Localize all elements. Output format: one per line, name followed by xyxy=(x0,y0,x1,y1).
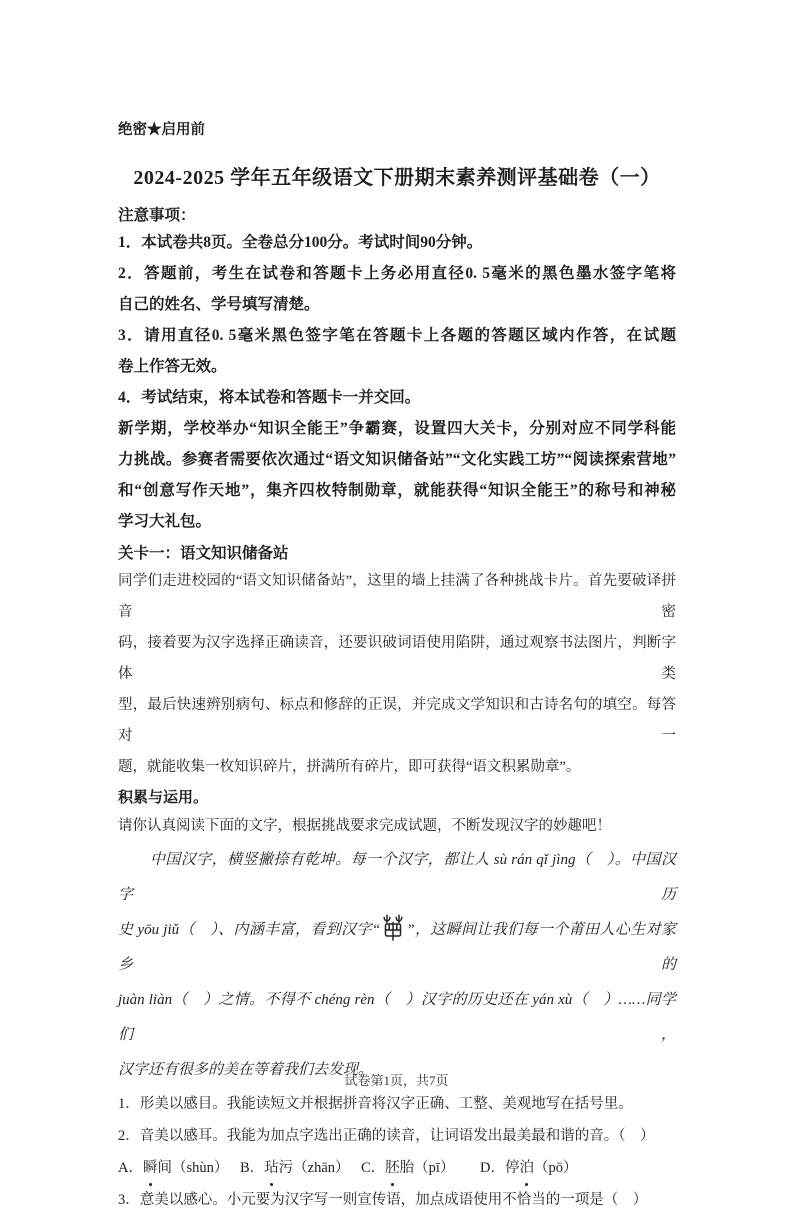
accumulate-heading: 积累与运用。 xyxy=(118,790,209,806)
section1-line: 题，就能收集一枚知识碎片，拼满所有碎片，即可获得“语文积累勋章”。 xyxy=(118,759,581,775)
question-block xyxy=(118,1088,676,1216)
notice-line: 自己的姓名、学号填写清楚。 xyxy=(118,296,320,313)
page-footer: 试卷第1页，共7页 xyxy=(344,1073,449,1088)
notice-line: 4．考试结束，将本试卷和答题卡一并交回。 xyxy=(118,389,421,406)
emphasized-char: 瞬 xyxy=(143,1152,158,1184)
emphasized-char: 泊 xyxy=(519,1152,534,1184)
intro-line: 新学期，学校举办“知识全能王”争霸赛，设置四大关卡，分别对应不同学科能 xyxy=(118,420,676,437)
emphasized-char: 玷 xyxy=(264,1152,279,1184)
notice-line: 1．本试卷共8页。全卷总分100分。考试时间90分钟。 xyxy=(118,234,483,251)
page-title: 2024-2025 学年五年级语文下册期末素养测评基础卷（一） xyxy=(133,167,661,189)
page-content xyxy=(118,0,676,1216)
section1-description xyxy=(118,566,676,783)
question-2: 2．音美以感耳。我能为加点字选出正确的读音，让词语发出最美最和谐的音。（ ） xyxy=(118,1128,655,1144)
option-b: B．玷污（zhān） xyxy=(240,1152,350,1184)
notice-line: 2．答题前，考生在试卷和答题卡上务必用直径0. 5毫米的黑色墨水签字笔将 xyxy=(118,265,676,282)
reading-passage xyxy=(118,843,676,1088)
passage-line: 中国汉字，横竖撇捺有乾坤。每一个汉字，都让人 sù rán qǐ jìng（ ）。中国汉字历 xyxy=(118,852,676,903)
section1-line: 同学们走进校园的“语文知识储备站”，这里的墙上挂满了各种挑战卡片。首先要破译拼音密 xyxy=(118,573,676,620)
accumulate-intro: 请你认真阅读下面的文字，根据挑战要求完成试题，不断发现汉字的妙趣吧！ xyxy=(118,818,611,834)
section1-line: 码，接着要为汉字选择正确读音，还要识破词语使用陷阱，通过观察书法图片，判断字体类 xyxy=(118,635,676,682)
intro-line: 学习大礼包。 xyxy=(118,513,212,530)
question-3: 3．意美以感心。小元要为汉字写一则宣传语，加点成语使用不恰当的一项是（ ） xyxy=(118,1192,648,1208)
passage-line2-pre: 史 yōu jiǔ（ ）、内涵丰富，看到汉字“ xyxy=(118,922,381,938)
intro-line: 和“创意写作天地”，集齐四枚特制勋章，就能获得“知识全能王”的称号和神秘 xyxy=(118,482,676,499)
notice-heading: 注意事项： xyxy=(118,207,196,224)
notice-line: 卷上作答无效。 xyxy=(118,358,227,375)
intro-line: 力挑战。参赛者需要依次通过“语文知识储备站”“文化实践工坊”“阅读探索营地” xyxy=(118,451,676,468)
option-c: C．胚胎（pī） xyxy=(361,1152,454,1184)
passage-line: 汉字还有很多的美在等着我们去发现。 xyxy=(118,1062,374,1078)
notice-list xyxy=(118,227,676,413)
passage-line: juàn liàn（ ）之情。不得不 chéng rèn（ ）汉字的历史还在 yán xù（ ）……同学们， xyxy=(118,992,676,1043)
section1-line: 型，最后快速辨别病句、标点和修辞的正误，并完成文学知识和古诗名句的填空。每答对一 xyxy=(118,697,676,744)
notice-line: 3．请用直径0. 5毫米黑色签字笔在答题卡上各题的答题区域内作答，在试题 xyxy=(118,327,676,344)
contest-intro-paragraph xyxy=(118,413,676,537)
passage-line xyxy=(118,913,676,983)
question-1: 1．形美以感目。我能读短文并根据拼音将汉字正确、工整、美观地写在括号里。 xyxy=(118,1096,633,1112)
question-2-options xyxy=(118,1152,676,1184)
section1-heading: 关卡一：语文知识储备站 xyxy=(118,545,289,562)
passage-line2-post: ”，这瞬间让我们每一个莆田人心生对家乡的 xyxy=(118,922,676,973)
option-d: D．停泊（pō） xyxy=(480,1152,577,1184)
emphasized-char: 胚 xyxy=(385,1152,400,1184)
seal-script-pu-icon xyxy=(382,913,404,941)
option-a: A．瞬间（shùn） xyxy=(118,1152,228,1184)
secrecy-label: 绝密★启用前 xyxy=(118,122,205,138)
